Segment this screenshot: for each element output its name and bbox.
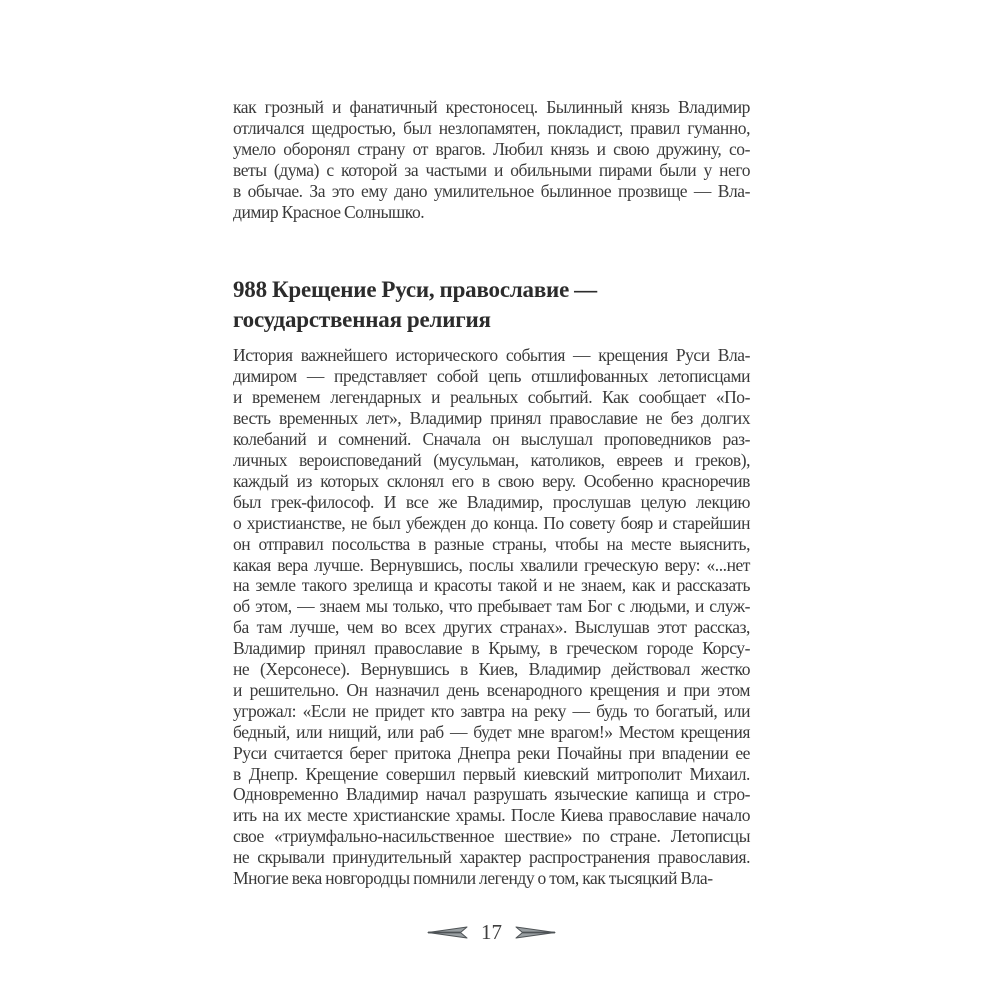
text-line: в обычае. За это ему дано умилительное былинное прозвище — Вла-: [233, 180, 750, 201]
text-line: отличался щедростью, был незлопамятен, покладист, правил гуманно,: [233, 117, 750, 138]
text-line: димиром — представляет собой цепь отшлифованных летописцами: [233, 366, 750, 387]
text-line: весть временных лет», Владимир принял православие не без долгих: [233, 408, 750, 429]
text-line: Многие века новгородцы помнили легенду о том, как тысяцкий Вла-: [233, 868, 713, 889]
text-line: бедный, или нищий, или раб — будет мне врагом!» Местом крещения: [233, 721, 750, 742]
intro-paragraph: [233, 97, 750, 222]
section-heading: [233, 275, 750, 335]
text-line: угрожал: «Если не придет кто завтра на реку — будь то богатый, или: [233, 700, 750, 721]
text-line: не скрывали принудительный характер распространения православия.: [233, 847, 750, 868]
text-column: [233, 97, 750, 889]
page-footer: [233, 919, 750, 945]
page-number: 17: [481, 920, 502, 944]
text-line: какая вера лучше. Вернувшись, послы хвалили греческую веру: «...нет: [233, 554, 750, 575]
text-line: о христианстве, не был убежден до конца. По совету бояр и старейшин: [233, 512, 750, 533]
text-line: и решительно. Он назначил день всенародного крещения и при этом: [233, 679, 750, 700]
text-line: Одновременно Владимир начал разрушать языческие капища и стро-: [233, 784, 750, 805]
text-line: димир Красное Солнышко.: [233, 201, 425, 222]
text-line: личных вероисповеданий (мусульман, католиков, евреев и греков),: [233, 449, 750, 470]
text-line: государственная религия: [233, 307, 491, 333]
text-line: как грозный и фанатичный крестоносец. Былинный князь Владимир: [233, 97, 750, 117]
double-arrow-left-icon: [427, 925, 468, 940]
text-line: в Днепр. Крещение совершил первый киевский митрополит Михаил.: [233, 763, 750, 784]
text-line: Руси считается берег притока Днепра реки Почайны при впадении ее: [233, 742, 750, 763]
text-line: Владимир принял православие в Крыму, в греческом городе Корсу-: [233, 638, 750, 659]
text-line: умело оборонял страну от врагов. Любил князь и свою дружину, со-: [233, 138, 750, 159]
section-body-paragraph: [233, 345, 750, 889]
text-line: веты (дума) с которой за частыми и обильными пирами были у него: [233, 159, 750, 180]
text-line: каждый из которых склонял его в свою веру. Особенно красноречив: [233, 470, 750, 491]
text-line: 988 Крещение Руси, православие —: [233, 277, 597, 303]
text-line: История важнейшего исторического события — крещения Руси Вла-: [233, 345, 750, 366]
text-line: не (Херсонесе). Вернувшись в Киев, Владимир действовал жестко: [233, 659, 750, 680]
double-arrow-right-icon: [515, 925, 556, 940]
text-line: ба там лучше, чем во всех других странах». Выслушав этот рассказ,: [233, 617, 750, 638]
text-line: колебаний и сомнений. Сначала он выслушал проповедников раз-: [233, 429, 750, 450]
text-line: на земле такого зрелища и красоты такой и не знаем, как и рассказать: [233, 575, 750, 596]
text-line: свое «триумфально-насильственное шествие» по стране. Летописцы: [233, 826, 750, 847]
text-line: ить на их месте христианские храмы. После Киева православие начало: [233, 805, 750, 826]
text-line: он отправил посольства в разные страны, чтобы на месте выяснить,: [233, 533, 750, 554]
text-line: был грек-философ. И все же Владимир, прослушав целую лекцию: [233, 491, 750, 512]
text-line: об этом, — знаем мы только, что пребывает там Бог с людьми, и служ-: [233, 596, 750, 617]
text-line: и временем легендарных и реальных событий. Как сообщает «По-: [233, 387, 750, 408]
